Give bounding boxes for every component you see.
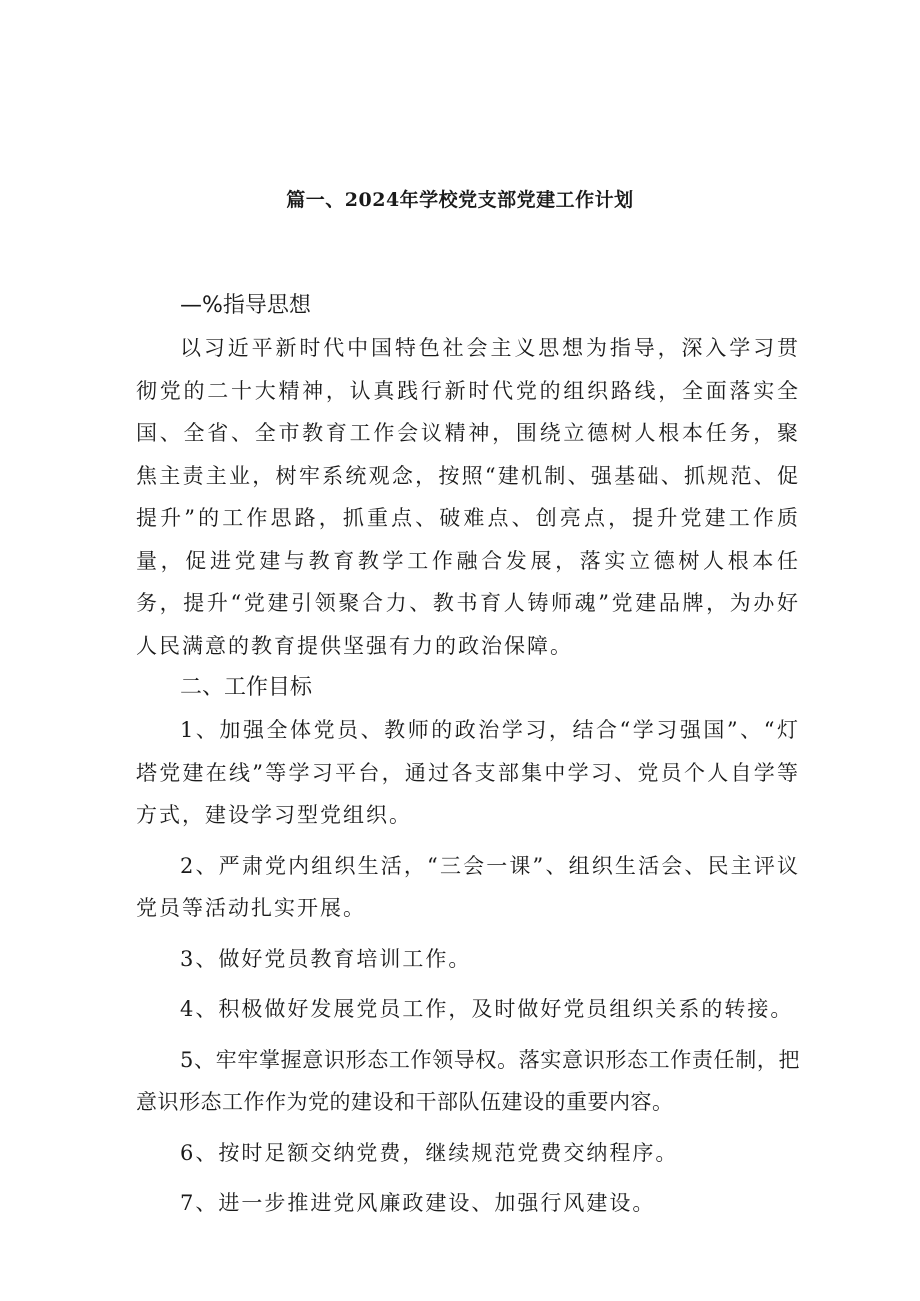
guiding-ideology-paragraph: 以习近平新时代中国特色社会主义思想为指导，深入学习贯彻党的二十大精神，认真践行新时代党的组织路线，全面落实全国、全省、全市教育工作会议精神，围绕立德树人根本任务，聚焦主责主业，树牢系统观念，按照“建机制、强基础、抓规范、促提升”的工作思路，抓重点、破难点、创亮点，提升党建工作质量，促进党建与教育教学工作融合发展，落实立德树人根本任务，提升“党建引领聚合力、教书育人铸师魂”党建品牌，为办好人民满意的教育提供坚强有力的政治保障。 (136, 336, 800, 658)
goal-item-3: 3、做好党员教育培训工作。 (180, 946, 472, 971)
document-title: 篇一、2024年学校党支部党建工作计划 (286, 189, 634, 211)
section-heading-work-goals: 二、工作目标 (180, 675, 313, 700)
goal-item-2: 2、严肃党内组织生活，“三会一课”、组织生活会、民主评议党员等活动扎实开展。 (136, 853, 800, 920)
goal-item-1: 1、加强全体党员、教师的政治学习，结合“学习强国”、“灯塔党建在线”等学习平台，通过各支部集中学习、党员个人自学等方式，建设学习型党组织。 (136, 718, 800, 827)
goal-item-4: 4、积极做好发展党员工作，及时做好党员组织关系的转接。 (180, 997, 794, 1021)
goal-item-6: 6、按时足额交纳党费，继续规范党费交纳程序。 (180, 1140, 679, 1165)
goal-item-5: 5、牢牢掌握意识形态工作领导权。落实意识形态工作责任制，把意识形态工作作为党的建设和干部队伍建设的重要内容。 (136, 1047, 800, 1114)
goal-item-7: 7、进一步推进党风廉政建设、加强行风建设。 (180, 1191, 656, 1215)
document-body (136, 285, 800, 1233)
section-heading-guiding-ideology: —%指导思想 (180, 293, 311, 318)
